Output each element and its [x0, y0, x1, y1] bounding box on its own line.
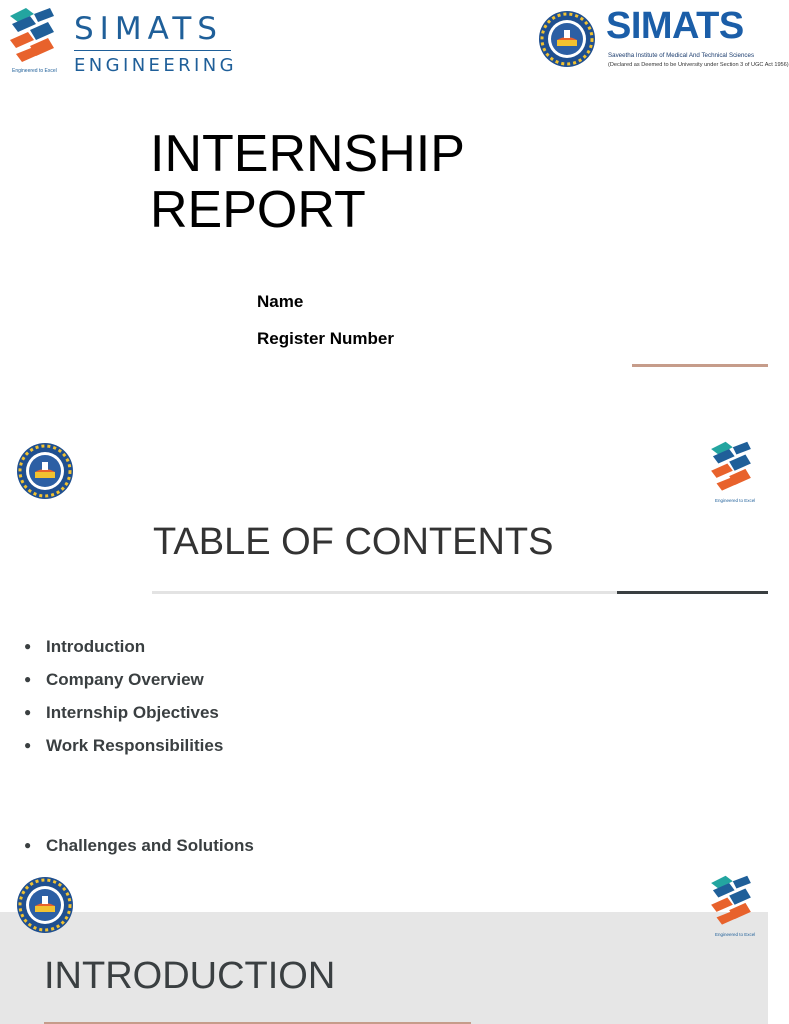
university-subtitle: Saveetha Institute of Medical And Technical Sciences [608, 52, 755, 59]
simats-university-logo [538, 5, 789, 72]
toc-item [24, 836, 254, 856]
bullet-icon: ● [24, 639, 32, 653]
cover-slide [0, 0, 789, 420]
toc-list [0, 420, 768, 872]
toc-slide [0, 420, 768, 872]
toc-item-label: Introduction [46, 637, 146, 656]
bullet-icon: ● [24, 705, 32, 719]
eng-logo-word-bottom: ENGINEERING [74, 55, 237, 76]
toc-item-label: Company Overview [46, 670, 204, 689]
toc-item [24, 670, 204, 690]
cover-accent-line [632, 364, 768, 367]
mark-tagline: Engineered to Excel [715, 498, 756, 503]
toc-item [24, 637, 145, 657]
cover-title [150, 126, 465, 238]
introduction-title: INTRODUCTION [44, 955, 336, 997]
university-name: SIMATS [606, 5, 744, 47]
bullet-icon: ● [24, 838, 32, 852]
eng-logo-word-top: SIMATS [74, 11, 223, 47]
bullet-icon: ● [24, 738, 32, 752]
introduction-slide [0, 872, 768, 1024]
simats-engineering-logo [8, 6, 237, 76]
register-number-label: Register Number [257, 329, 394, 348]
toc-item-label: Challenges and Solutions [46, 836, 254, 855]
university-seal-icon [16, 876, 74, 934]
mark-tagline: Engineered to Excel [715, 932, 756, 937]
university-declaration: (Declared as Deemed to be University under Section 3 of UGC Act 1956) [608, 62, 789, 68]
cover-title-line2: REPORT [150, 181, 366, 239]
name-label: Name [257, 292, 304, 311]
simats-engineering-mark-icon [8, 6, 56, 68]
simats-engineering-mark-icon [707, 874, 757, 940]
toc-item [24, 736, 223, 756]
university-seal-icon [538, 10, 596, 68]
bullet-icon: ● [24, 672, 32, 686]
eng-logo-tagline: Engineered to Excel [12, 68, 57, 74]
toc-title: TABLE OF CONTENTS [153, 521, 554, 563]
cover-title-line1: INTERNSHIP [150, 125, 465, 183]
toc-item [24, 703, 219, 723]
toc-item-label: Work Responsibilities [46, 736, 224, 755]
eng-logo-divider [74, 50, 231, 51]
toc-item-label: Internship Objectives [46, 703, 219, 722]
